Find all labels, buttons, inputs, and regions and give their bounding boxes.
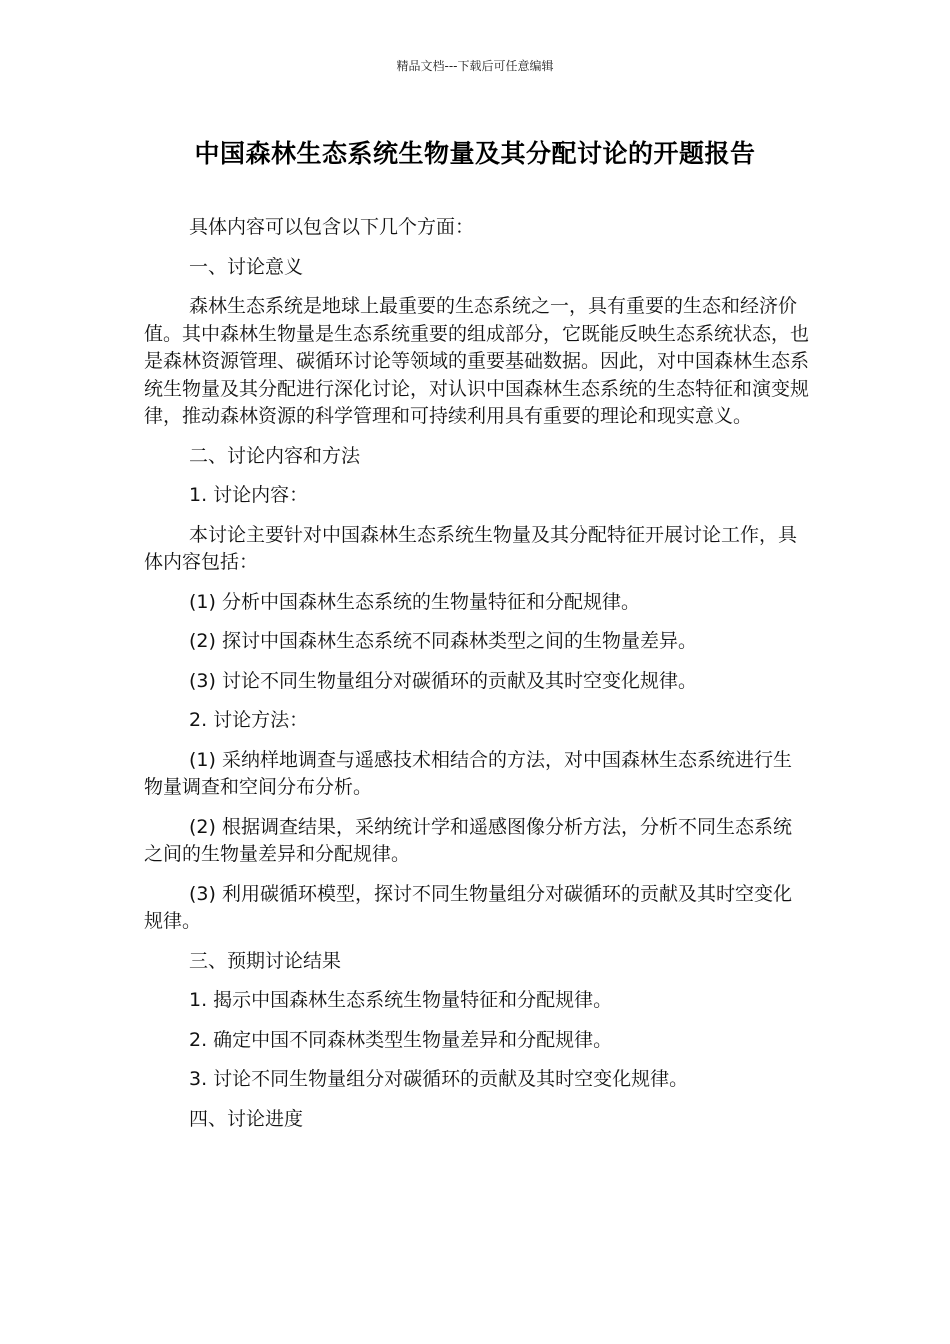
list-item-content-2: (2) 探讨中国森林生态系统不同森林类型之间的生物量差异。 — [189, 630, 697, 652]
paragraph-content-intro: 本讨论主要针对中国森林生态系统生物量及其分配特征开展讨论工作，具体内容包括： — [144, 523, 798, 573]
list-item-method-2: (2) 根据调查结果，采纳统计学和遥感图像分析方法，分析不同生态系统之间的生物量差异和分配规律。 — [144, 815, 792, 865]
section-heading-expected-results: 三、预期讨论结果 — [189, 949, 342, 972]
section-heading-schedule: 四、讨论进度 — [189, 1107, 304, 1130]
list-item-method-3: (3) 利用碳循环模型，探讨不同生物量组分对碳循环的贡献及其时空变化规律。 — [144, 882, 792, 932]
subheading-content: 1. 讨论内容： — [189, 484, 309, 506]
list-item-content-1: (1) 分析中国森林生态系统的生物量特征和分配规律。 — [189, 590, 640, 613]
paragraph-significance: 森林生态系统是地球上最重要的生态系统之一，具有重要的生态和经济价值。其中森林生物量是生态系统重要的组成部分，它既能反映生态系统状态，也是森林资源管理、碳循环讨论等领域的重要基础数据。因此，对中国森林生态系统生物量及其分配进行深化讨论，对认识中国森林生态系统的生态特征和演变规律，推动森林资源的科学管理和可持续利用具有重要的理论和现实意义。 — [144, 295, 810, 427]
subheading-methods: 2. 讨论方法： — [189, 709, 309, 731]
document-body — [144, 214, 810, 1145]
paragraph-intro: 具体内容可以包含以下几个方面： — [189, 216, 475, 238]
list-item-result-1: 1. 揭示中国森林生态系统生物量特征和分配规律。 — [189, 989, 613, 1011]
list-item-method-1: (1) 采纳样地调查与遥感技术相结合的方法，对中国森林生态系统进行生物量调查和空间分布分析。 — [144, 748, 792, 798]
list-item-result-2: 2. 确定中国不同森林类型生物量差异和分配规律。 — [189, 1028, 613, 1051]
list-item-result-3: 3. 讨论不同生物量组分对碳循环的贡献及其时空变化规律。 — [189, 1068, 689, 1090]
section-heading-content-methods: 二、讨论内容和方法 — [189, 444, 361, 467]
section-heading-significance: 一、讨论意义 — [189, 255, 304, 278]
document-title: 中国森林生态系统生物量及其分配讨论的开题报告 — [194, 139, 756, 168]
page-header: 精品文档---下载后可任意编辑 — [396, 59, 554, 73]
list-item-content-3: (3) 讨论不同生物量组分对碳循环的贡献及其时空变化规律。 — [189, 669, 697, 692]
